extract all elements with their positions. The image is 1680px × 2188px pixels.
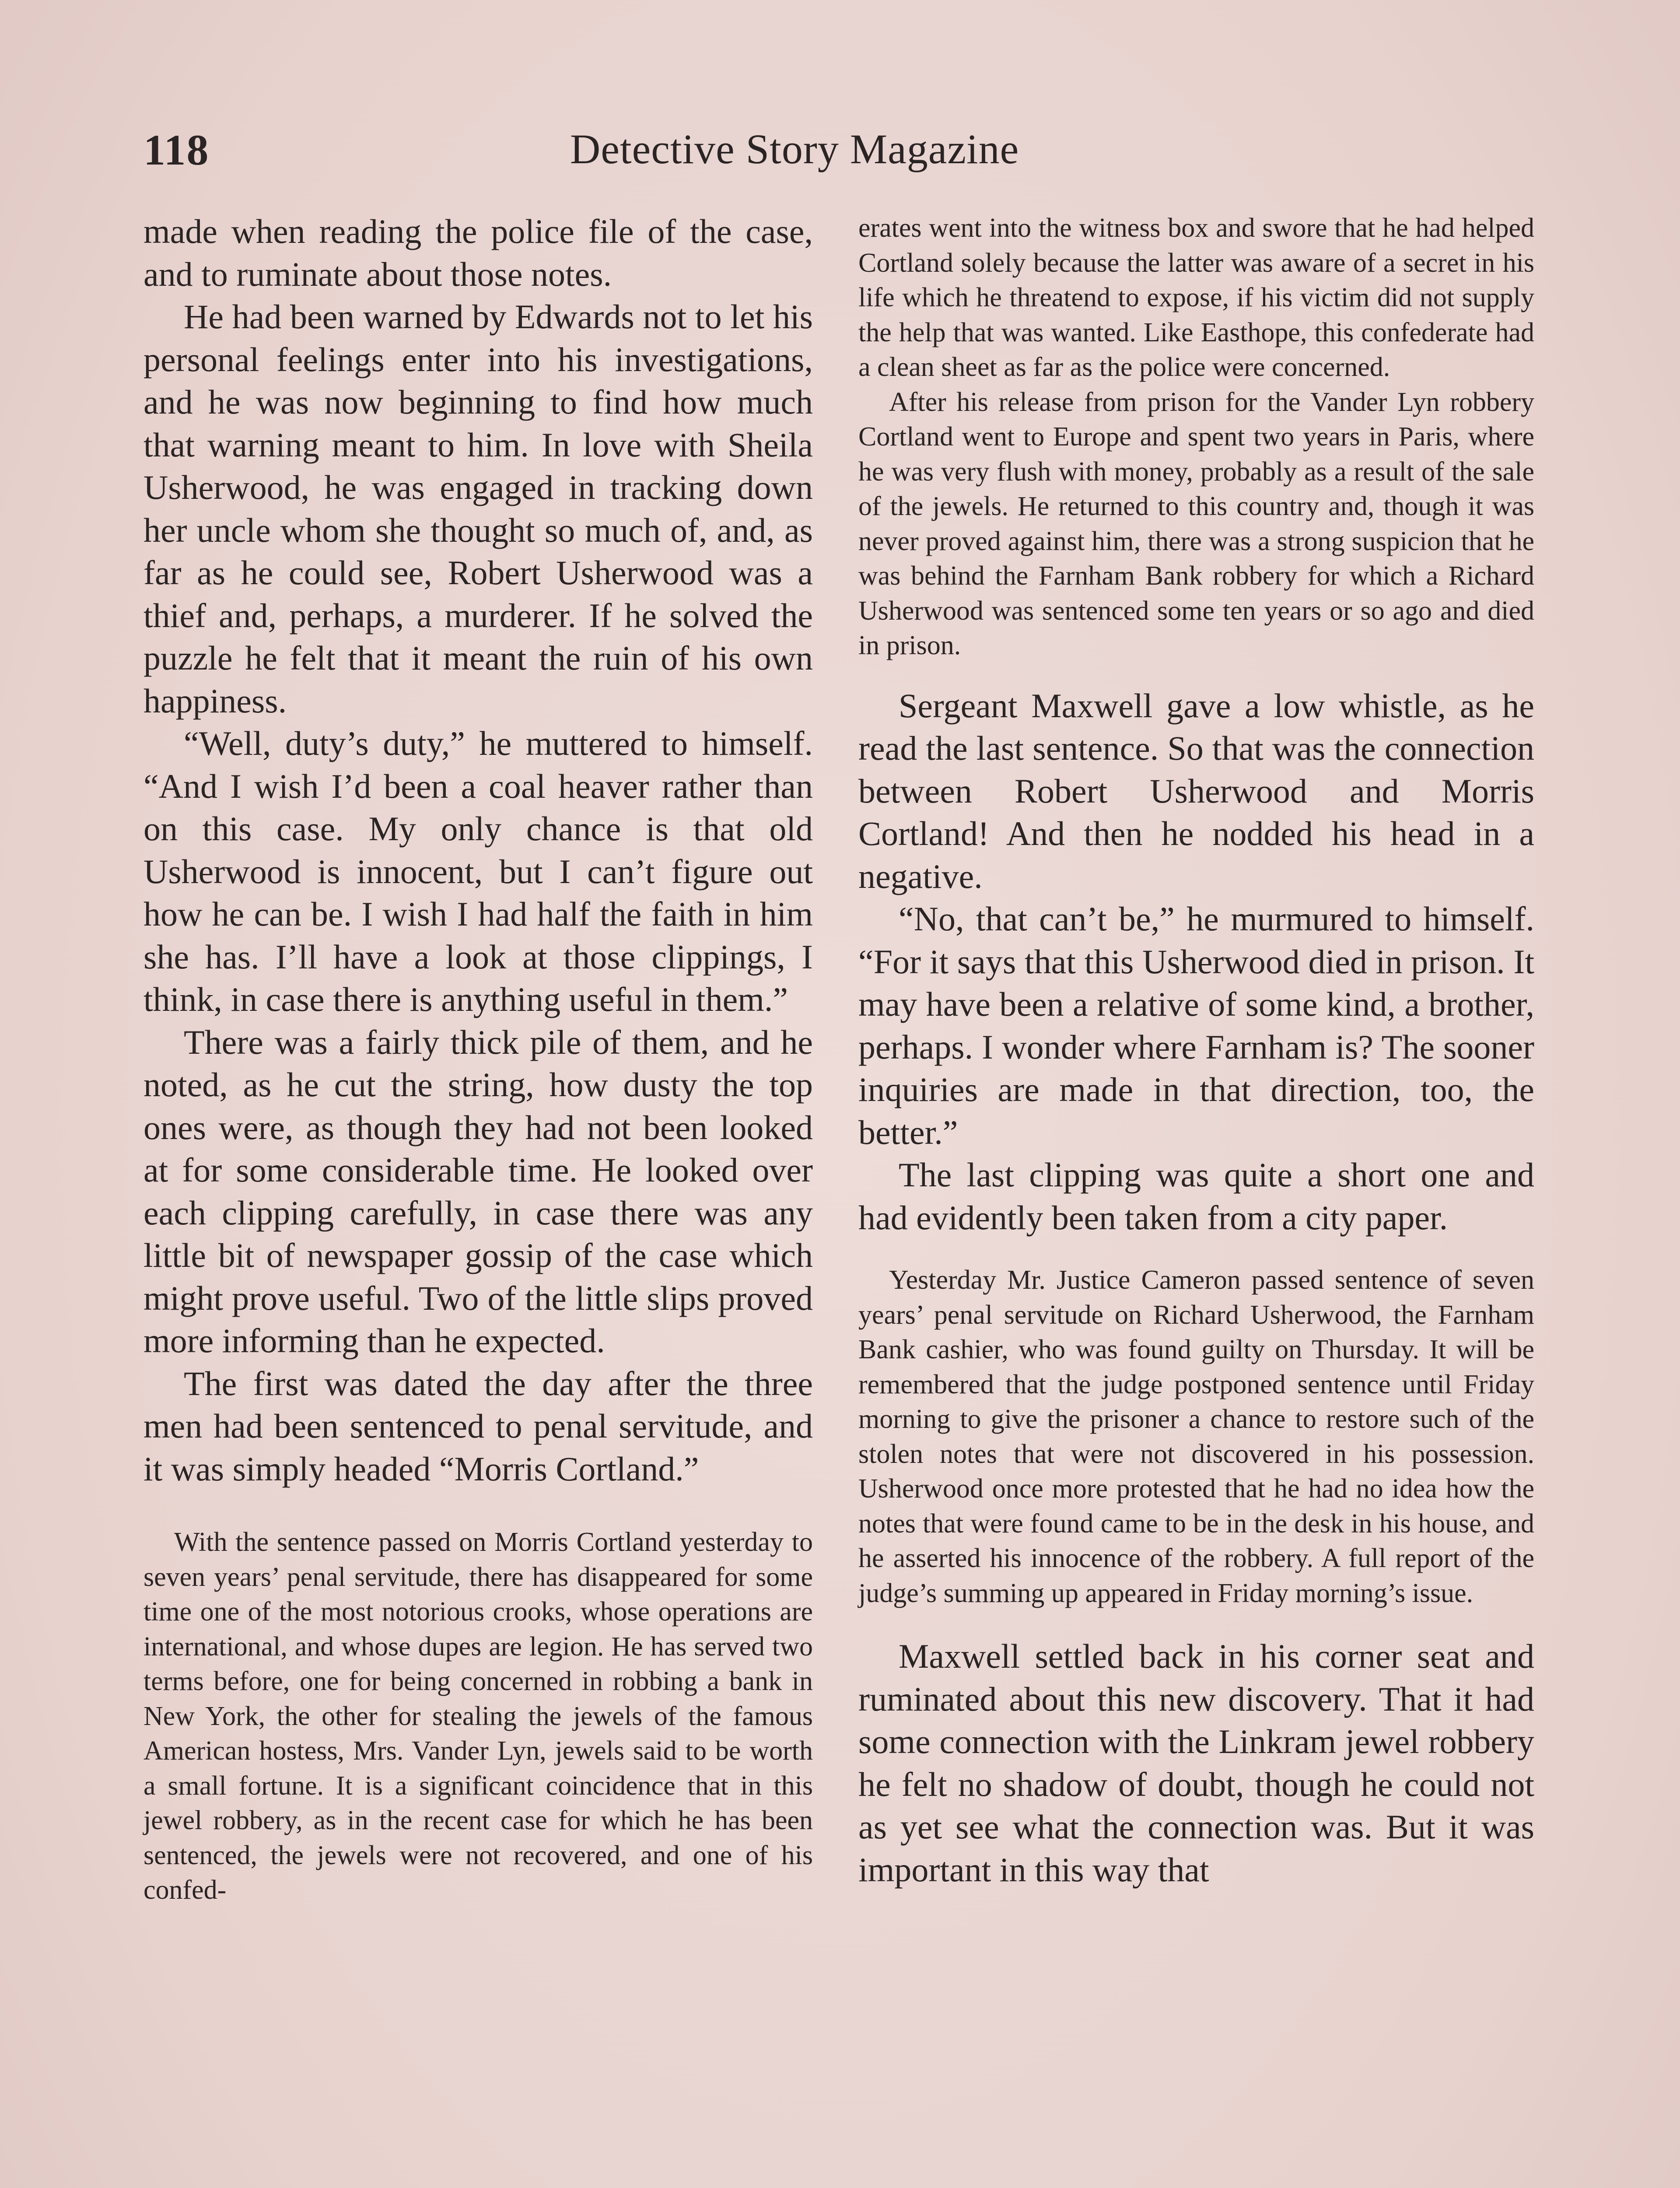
spacer xyxy=(858,663,1534,684)
paragraph: The first was dated the day after the three men had been sentenced to penal servitude, and it was simply headed “Morris Cortland.” xyxy=(144,1364,813,1488)
newspaper-clipping-paragraph: After his release from prison for the Vander Lyn robbery Cortland went to Europe and spent two years in Paris, where he was very flush with money, probably as a result of the sale of the jewels. He returned to this country and, though it was never proved against him, there was a strong suspicion that he was behind the Farnham Bank robbery for which a Richard Usherwood was sentenced some ten years or so ago and died in prison. xyxy=(858,387,1534,660)
running-header xyxy=(144,125,1106,186)
paragraph: “Well, duty’s duty,” he muttered to himself. “And I wish I’d been a coal heaver rather than on this case. My only chance is that old Usherwood is innocent, but I can’t figure out how he can be. I wish I had half the faith in him she has. I’ll have a look at those clippings, I think, in case there is anything useful in them.” xyxy=(144,724,813,1018)
spacer xyxy=(144,1490,813,1525)
magazine-title: Detective Story Magazine xyxy=(570,126,1019,172)
paragraph: Maxwell settled back in his corner seat and ruminated about this new discovery. That it had some connection with the Linkram jewel robbery he felt no shadow of doubt, though he could not as yet see what the connection was. But it was important in this way that xyxy=(858,1637,1534,1889)
left-column xyxy=(144,210,813,1908)
paragraph: made when reading the police file of the case, and to ruminate about those notes. xyxy=(144,212,813,293)
spacer xyxy=(858,1611,1534,1635)
newspaper-clipping-continued: erates went into the witness box and swore that he had helped Cortland solely because the latter was aware of a secret in his life which he threatend to expose, if his victim did not supply the help that was wanted. Like Easthope, this confederate had a clean sheet as far as the police were concerned. xyxy=(858,213,1534,382)
newspaper-clipping: With the sentence passed on Morris Cortland yesterday to seven years’ penal servitude, there has disappeared for some time one of the most notorious crooks, whose operations are international, and whose dupes are legion. He has served two terms before, one for being concerned in robbing a bank in New York, the other for stealing the jewels of the famous American hostess, Mrs. Vander Lyn, jewels said to be worth a small fortune. It is a significant coincidence that in this jewel robbery, as in the recent case for which he has been sentenced, the jewels were not recovered, and one of his confed- xyxy=(144,1527,813,1905)
paragraph: He had been warned by Edwards not to let his personal feelings enter into his investigations, and he was now beginning to find how much that warning meant to him. In love with Sheila Usherwood, he was engaged in tracking down her uncle whom she thought so much of, and, as far as he could see, Robert Usherwood was a thief and, perhaps, a murderer. If he solved the puzzle he felt that it meant the ruin of his own happiness. xyxy=(144,298,813,720)
newspaper-clipping: Yesterday Mr. Justice Cameron passed sentence of seven years’ penal servitude on Richard Usherwood, the Farnham Bank cashier, who was found guilty on Thursday. It will be remembered that the judge postponed sentence until Friday morning to give the prisoner a chance to restore such of the stolen notes that were not discovered in his possession. Usherwood once more protested that he had no idea how the notes that were found came to be in the desk in his house, and he asserted his innocence of the robbery. A full report of the judge’s summing up appeared in Friday morning’s issue. xyxy=(858,1265,1534,1608)
page-number: 118 xyxy=(144,126,210,174)
paragraph: Sergeant Maxwell gave a low whistle, as he read the last sentence. So that was the connection between Robert Usherwood and Morris Cortland! And then he nodded his head in a negative. xyxy=(858,686,1534,895)
spacer xyxy=(858,1239,1534,1263)
paragraph: There was a fairly thick pile of them, and he noted, as he cut the string, how dusty the top ones were, as though they had not been looked at for some considerable time. He looked over each clipping carefully, in case there was any little bit of newspaper gossip of the case which might prove useful. Two of the little slips proved more informing than he expected. xyxy=(144,1023,813,1360)
paragraph: “No, that can’t be,” he murmured to himself. “For it says that this Usherwood died in prison. It may have been a relative of some kind, a brother, perhaps. I wonder where Farnham is? The sooner inquiries are made in that direction, too, the better.” xyxy=(858,900,1534,1151)
paragraph: The last clipping was quite a short one and had evidently been taken from a city paper. xyxy=(858,1156,1534,1237)
right-column xyxy=(858,211,1534,1891)
